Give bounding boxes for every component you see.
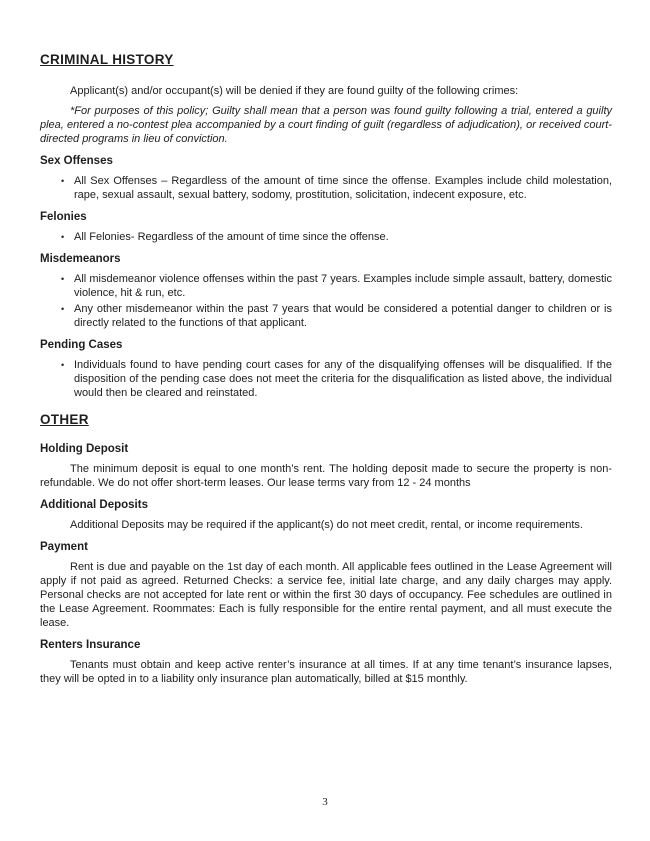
other-section xyxy=(40,402,612,686)
subsection-heading-pending-cases: Pending Cases xyxy=(40,339,123,351)
subsection-heading-felonies: Felonies xyxy=(40,211,87,223)
bullet-item: • Individuals found to have pending court cases for any of the disqualifying offenses will be disqualified. If the disposition of the pending case does not meet the criteria for the disqualification as listed above, the individual would then be cleared and reinstated. xyxy=(74,358,612,400)
subsection-heading-renters-insurance: Renters Insurance xyxy=(40,639,141,651)
bullet-item: • All misdemeanor violence offenses within the past 7 years. Examples include simple assault, battery, domestic violence, hit & run, etc. xyxy=(74,272,612,300)
criminal-history-intro: Applicant(s) and/or occupant(s) will be denied if they are found guilty of the following crimes: xyxy=(70,85,519,97)
section-title-other: OTHER xyxy=(40,412,89,427)
subsection-heading-additional-deposits: Additional Deposits xyxy=(40,499,148,511)
bullet-item: • All Sex Offenses – Regardless of the amount of time since the offense. Examples include child molestation, rape, sexual assault, sexual battery, sodomy, prostitution, solicitation, indecent exposure, etc. xyxy=(74,174,612,202)
subsection-heading-sex-offenses: Sex Offenses xyxy=(40,155,113,167)
misdemeanors-list xyxy=(40,272,612,330)
subsection-heading-holding-deposit: Holding Deposit xyxy=(40,443,129,455)
pending-cases-list xyxy=(40,358,612,400)
renters-insurance-paragraph: Tenants must obtain and keep active renter’s insurance at all times. If at any time tenant’s insurance lapses, they will be opted in to a liability only insurance plan automatically, billed at $15 monthly. xyxy=(40,659,612,685)
section-title-criminal-history: CRIMINAL HISTORY xyxy=(40,52,174,67)
subsection-heading-misdemeanors: Misdemeanors xyxy=(40,253,121,265)
page-number: 3 xyxy=(322,796,328,808)
subsection-heading-payment: Payment xyxy=(40,541,88,553)
holding-deposit-paragraph: The minimum deposit is equal to one month’s rent. The holding deposit made to secure the property is non- refundable. We do not offer short-term leases. Our lease terms vary from 12 - 24 months xyxy=(40,463,612,489)
criminal-history-section xyxy=(40,52,612,400)
bullet-item: • All Felonies- Regardless of the amount of time since the offense. xyxy=(74,230,612,244)
sex-offenses-list xyxy=(40,174,612,202)
policy-definition-note: *For purposes of this policy; Guilty shall mean that a person was found guilty following a trial, entered a guilty plea, entered a no-contest plea accompanied by a court finding of guilt (regardless of adjudication), or received court-directed programs in lieu of conviction. xyxy=(40,105,612,145)
bullet-item: • Any other misdemeanor within the past 7 years that would be considered a potential danger to children or is directly related to the functions of that applicant. xyxy=(74,302,612,330)
felonies-list xyxy=(40,230,612,244)
additional-deposits-paragraph: Additional Deposits may be required if the applicant(s) do not meet credit, rental, or income requirements. xyxy=(70,519,583,531)
payment-paragraph: Rent is due and payable on the 1st day of each month. All applicable fees outlined in the Lease Agreement will apply if not paid as agreed. Returned Checks: a service fee, initial late charge, and any daily charges may apply. Personal checks are not accepted for late rent or within the first 30 days of occupancy. Fee schedules are outlined in the Lease Agreement. Roommates: Each is fully responsible for the entire rental payment, and all must execute the lease. xyxy=(40,561,612,629)
